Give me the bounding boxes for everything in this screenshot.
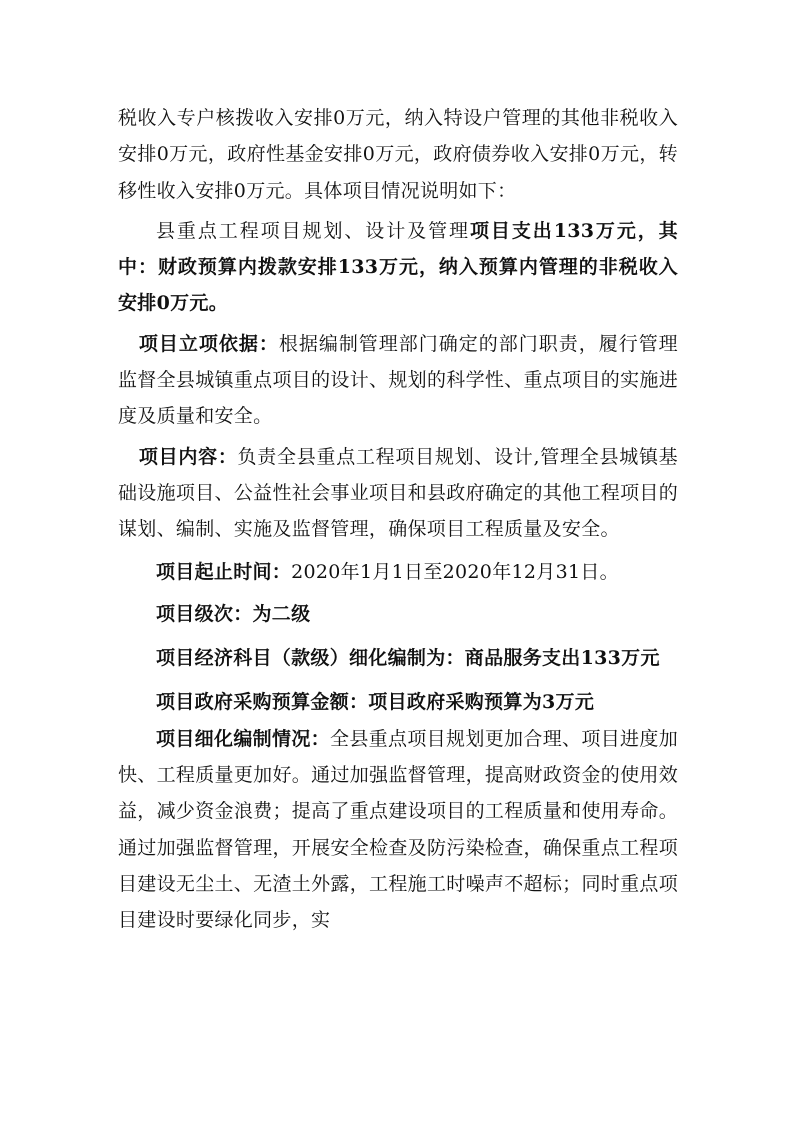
paragraph-revenue-sources [118, 100, 678, 209]
document-body [118, 100, 678, 939]
project-period-text: 2020年1月1日至2020年12月31日。 [291, 560, 619, 583]
project-level-text: 项目级次：为二级 [156, 602, 311, 625]
paragraph-economic-classification [118, 640, 678, 676]
economic-classification-text: 项目经济科目（款级）细化编制为：商品服务支出133万元 [156, 647, 660, 670]
paragraph-project-expenditure [118, 213, 678, 322]
paragraph-project-content [118, 439, 678, 548]
project-content-text: 负责全县重点工程项目规划、设计,管理全县城镇基础设施项目、公益性社会事业项目和县政府确定的其他工程项目的谋划、编制、实施及监督管理，确保项目工程质量及安全。 [118, 445, 678, 541]
paragraph-detailed-plan [118, 721, 678, 939]
project-period-label: 项目起止时间： [156, 560, 292, 583]
paragraph-project-period [118, 554, 678, 590]
detailed-plan-text: 全县重点项目规划更加合理、项目进度加快、工程质量更加好。通过加强监督管理，提高财政资金的使用效益，减少资金浪费；提高了重点建设项目的工程质量和使用寿命。通过加强监督管理，开展安全检查及防污染检查，确保重点工程项目建设无尘土、无渣土外露，工程施工时噪声不超标；同时重点项目建设时要绿化同步，实 [118, 727, 678, 932]
project-basis-label: 项目立项依据： [138, 332, 279, 355]
project-basis-text: 根据编制管理部门确定的部门职责，履行管理监督全县城镇重点项目的设计、规划的科学性、重点项目的实施进度及质量和安全。 [118, 332, 678, 428]
project-name: 县重点工程项目规划、设计及管理 [156, 219, 470, 242]
project-content-label: 项目内容： [138, 445, 238, 468]
paragraph-project-basis [118, 326, 678, 435]
paragraph-project-level [118, 596, 678, 632]
project-expenditure-summary: 项目支出133万元，其中：财政预算内拨款安排133万元，纳入预算内管理的非税收入安排0万元。 [118, 219, 678, 315]
paragraph-procurement-budget [118, 684, 678, 720]
procurement-budget-text: 项目政府采购预算金额：项目政府采购预算为3万元 [156, 691, 595, 714]
revenue-sources-text: 税收入专户核拨收入安排0万元，纳入特设户管理的其他非税收入安排0万元，政府性基金安排0万元，政府债券收入安排0万元，转移性收入安排0万元。具体项目情况说明如下： [118, 107, 678, 202]
detailed-plan-label: 项目细化编制情况： [156, 727, 331, 750]
